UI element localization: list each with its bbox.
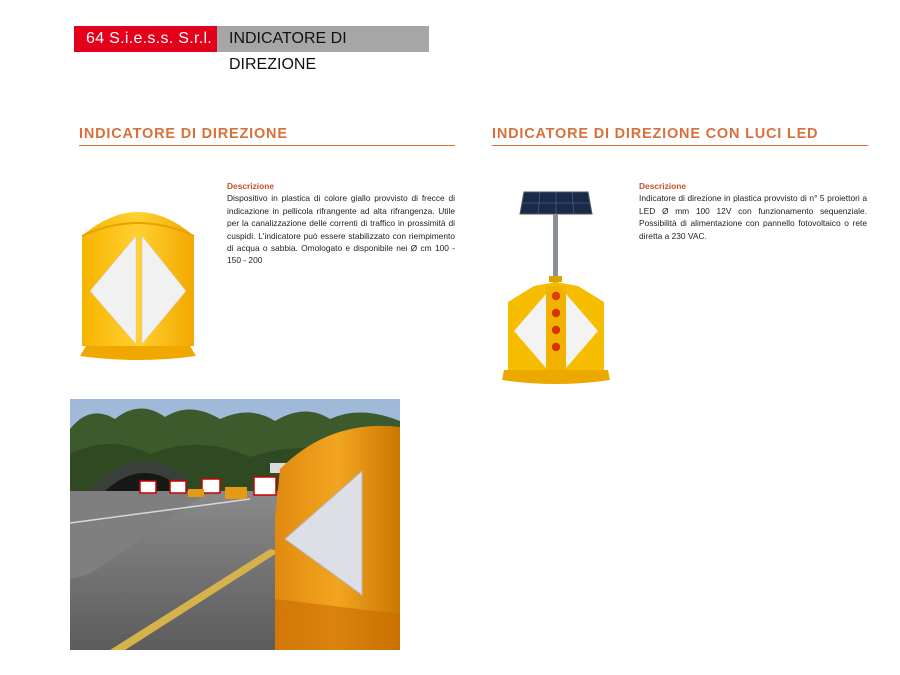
direction-indicator-image bbox=[76, 196, 200, 364]
led-direction-indicator-image bbox=[500, 186, 614, 386]
left-title-rule bbox=[79, 145, 455, 146]
right-description-label: Descrizione bbox=[639, 181, 687, 191]
right-description bbox=[639, 180, 867, 242]
left-description-text: Dispositivo in plastica di colore giallo provvisto di frecce di indicazione in pellicola rifrangente ad alta rifrangenza. Utile per la canalizzazione delle correnti di traffico in prossimità di cuspidi. L'indicatore può essere stabilizzato con riempimento di acqua o sabbia. Omologato e disponibile nei Ø cm 100 - 150 - 200 bbox=[227, 193, 455, 266]
left-description bbox=[227, 180, 455, 267]
right-section-title: INDICATORE DI DIREZIONE CON LUCI LED bbox=[492, 126, 819, 142]
page-number-label: 64 S.i.e.s.s. S.r.l. bbox=[74, 26, 217, 52]
left-description-label: Descrizione bbox=[227, 181, 275, 191]
right-title-rule bbox=[492, 145, 868, 146]
left-section-title: INDICATORE DI DIREZIONE bbox=[79, 126, 288, 142]
section-label: INDICATORE DI DIREZIONE bbox=[217, 26, 429, 52]
right-description-text: Indicatore di direzione in plastica provvisto di n° 5 proiettori a LED Ø mm 100 12V con funzionamento sequenziale. Possibilità di alimentazione con pannello fotovoltaico o rete diretta a 230 VAC. bbox=[639, 193, 867, 241]
road-installation-photo bbox=[70, 399, 400, 650]
